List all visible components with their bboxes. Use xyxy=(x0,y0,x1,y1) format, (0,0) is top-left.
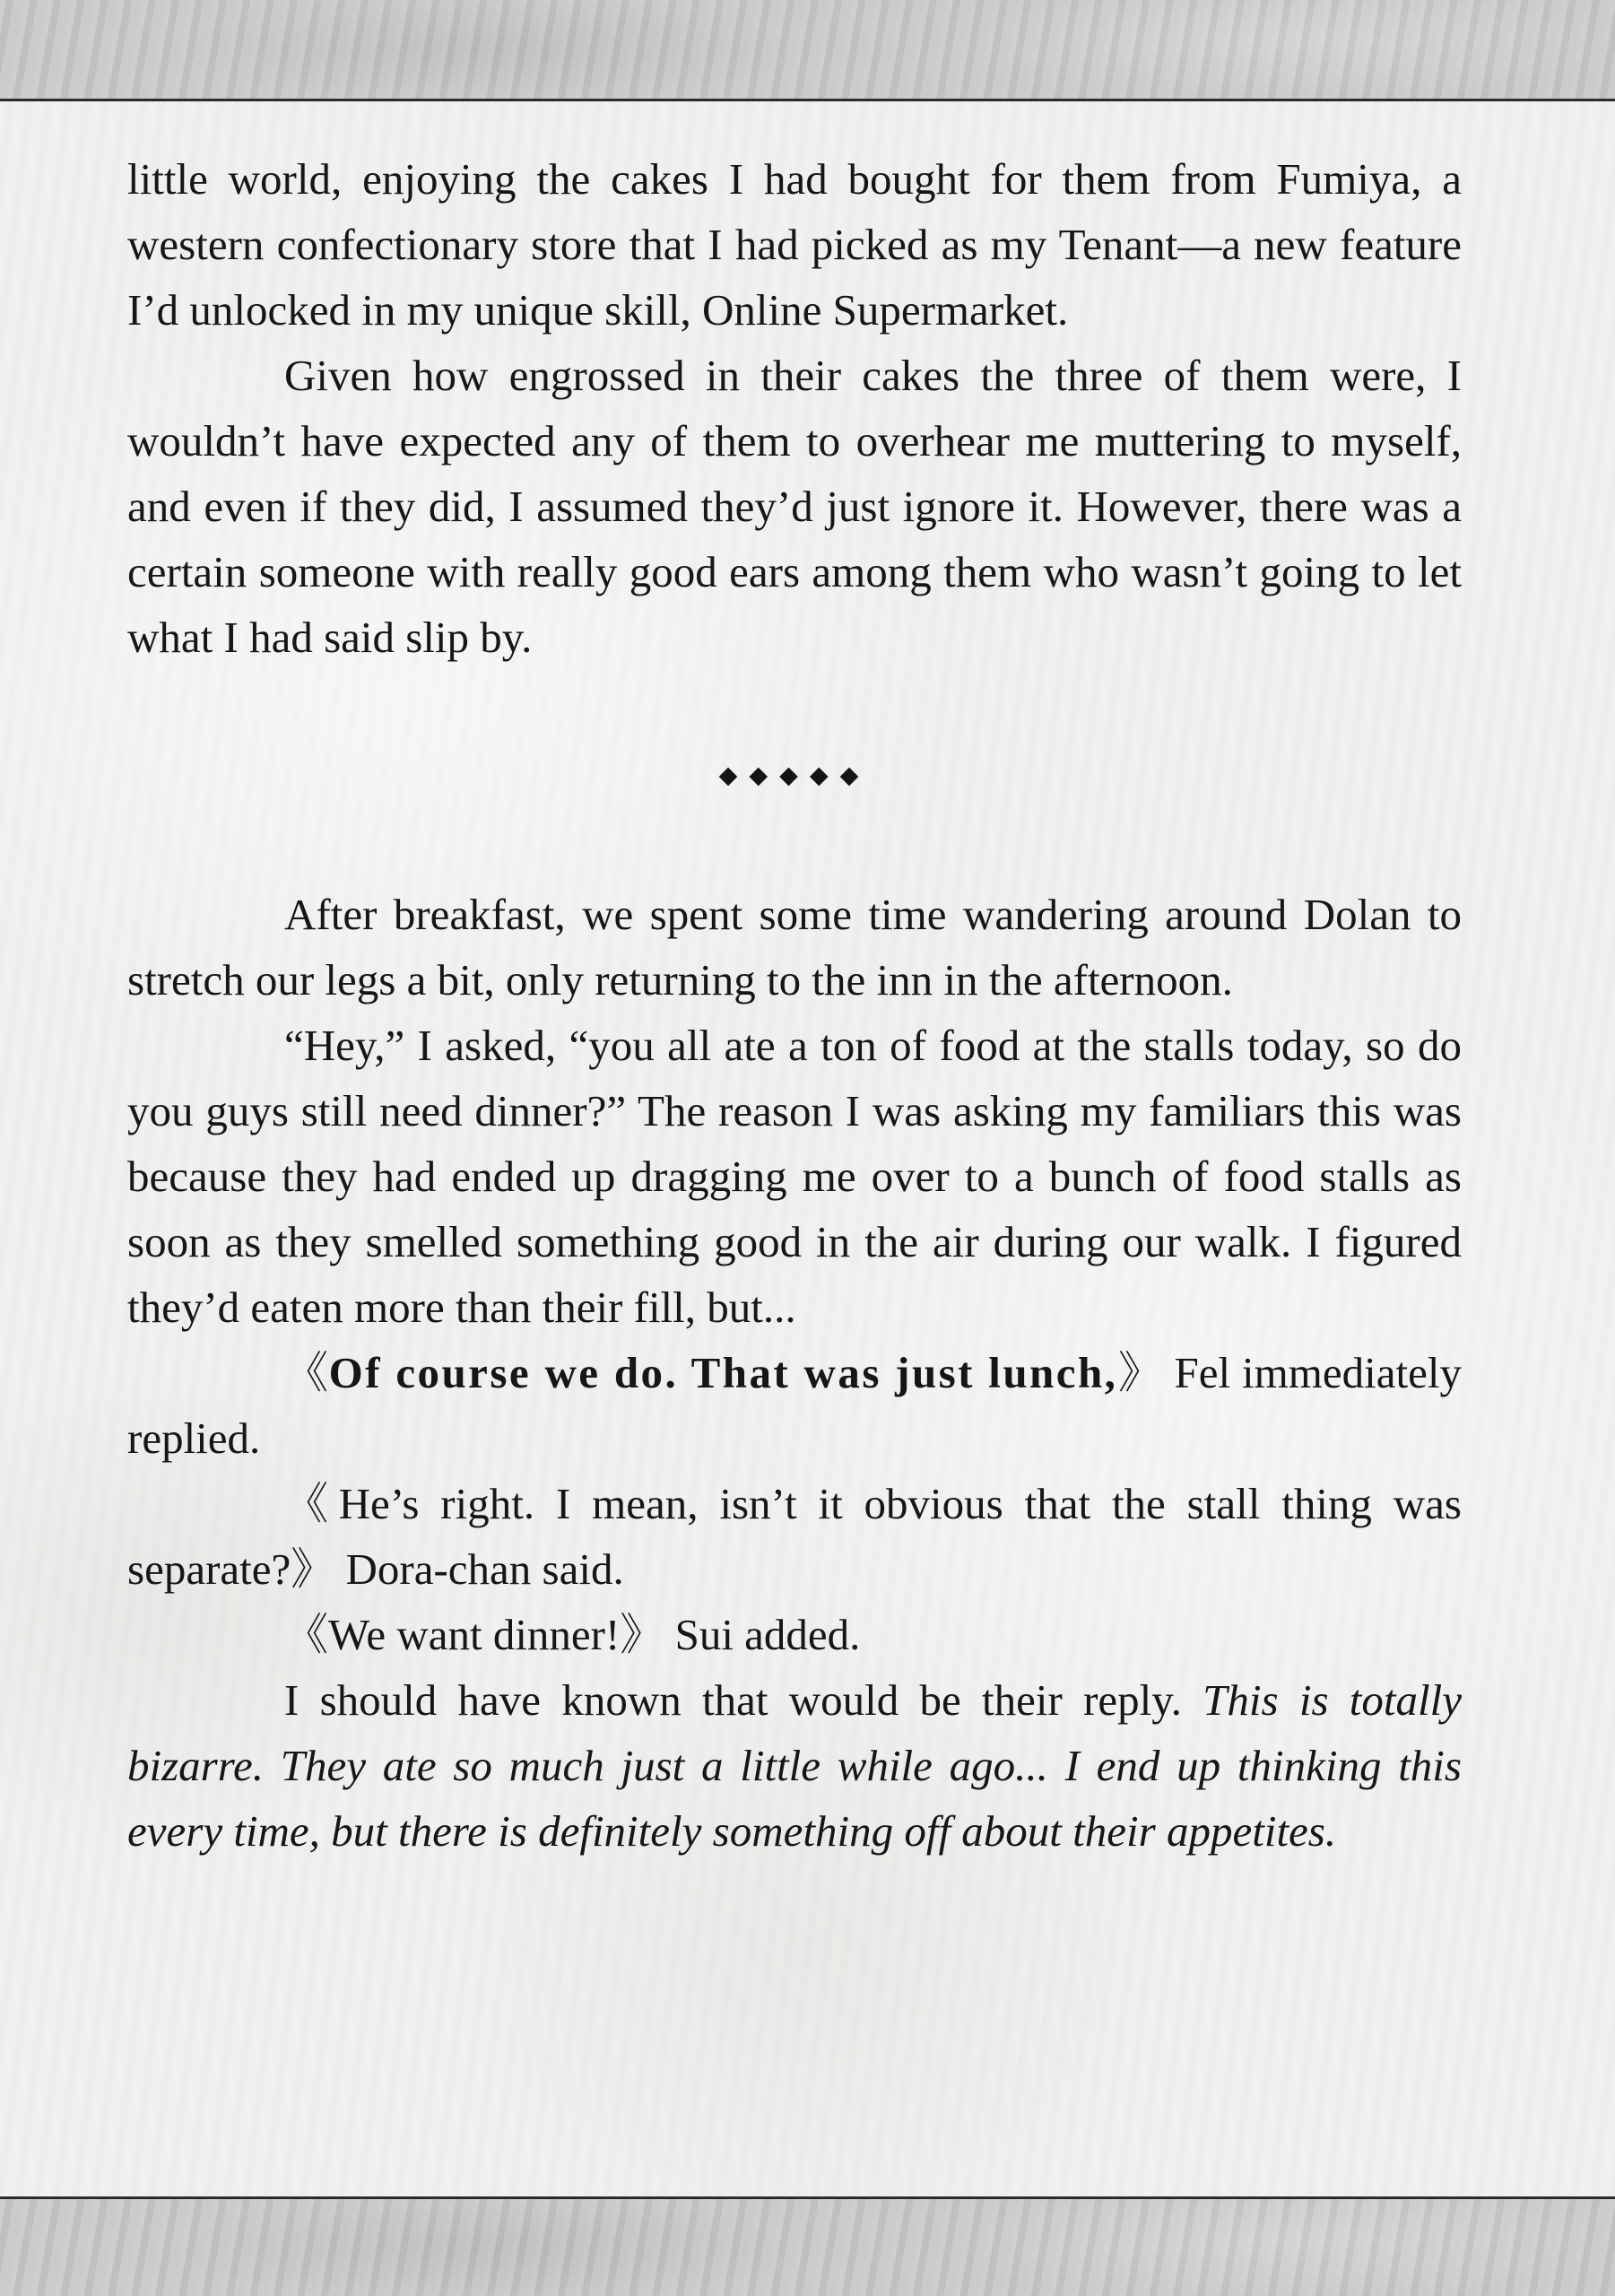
text-run: After breakfast, we spent some time wandering around Dolan to stretch our legs a bit, only returning to the inn in the afternoon. xyxy=(127,890,1462,1004)
bottom-texture-band xyxy=(0,2196,1615,2296)
text-run-bold: Of course we do. That was just lunch, xyxy=(328,1348,1118,1397)
top-texture-band xyxy=(0,0,1615,101)
paragraph xyxy=(127,1013,1462,1340)
text-run: “Hey,” I asked, “you all ate a ton of food at the stalls today, so do you guys still need dinner?” The reason I was asking my familiars this was because they had ended up dragging me over to a bunch of food stalls as soon as they smelled something good in the air during our walk. I figured they’d eaten more than their fill, but... xyxy=(127,1021,1462,1332)
page-text-block xyxy=(0,101,1615,2194)
text-run: Given how engrossed in their cakes the three of them were, I wouldn’t have expected any of them to overhear me muttering to myself, and even if they did, I assumed they’d just ignore it. However, there was a certain someone with really good ears among them who wasn’t going to let what I had said slip by. xyxy=(127,351,1462,662)
text-run: 《 xyxy=(284,1348,329,1397)
paragraph-sui-dialogue xyxy=(127,1602,1462,1667)
text-run: 《We want dinner!》 Sui added. xyxy=(284,1610,861,1659)
paragraph-continuation xyxy=(127,146,1462,343)
paragraph-inner-monologue xyxy=(127,1667,1462,1864)
paragraph-fel-dialogue xyxy=(127,1340,1462,1471)
scene-break-diamonds: ◆◆◆◆◆ xyxy=(718,761,871,789)
paragraph xyxy=(127,882,1462,1013)
text-run: I should have known that would be their reply. xyxy=(284,1675,1203,1725)
paragraph xyxy=(127,343,1462,670)
text-run: little world, enjoying the cakes I had bought for them from Fumiya, a western confectionary store that I had picked as my Tenant—a new feature I’d unlocked in my unique skill, Online Supermarket. xyxy=(127,154,1462,335)
text-run: 》 Fel immediately replied. xyxy=(127,1348,1462,1463)
text-run-italic: This is totally bizarre. They ate so much just a little while ago... I end up thinking this every time, but there is definitely something off about their appetites. xyxy=(127,1675,1462,1856)
text-run: 《He’s right. I mean, isn’t it obvious that the stall thing was separate?》 Dora-chan said. xyxy=(127,1479,1462,1594)
paragraph-dora-dialogue xyxy=(127,1471,1462,1602)
